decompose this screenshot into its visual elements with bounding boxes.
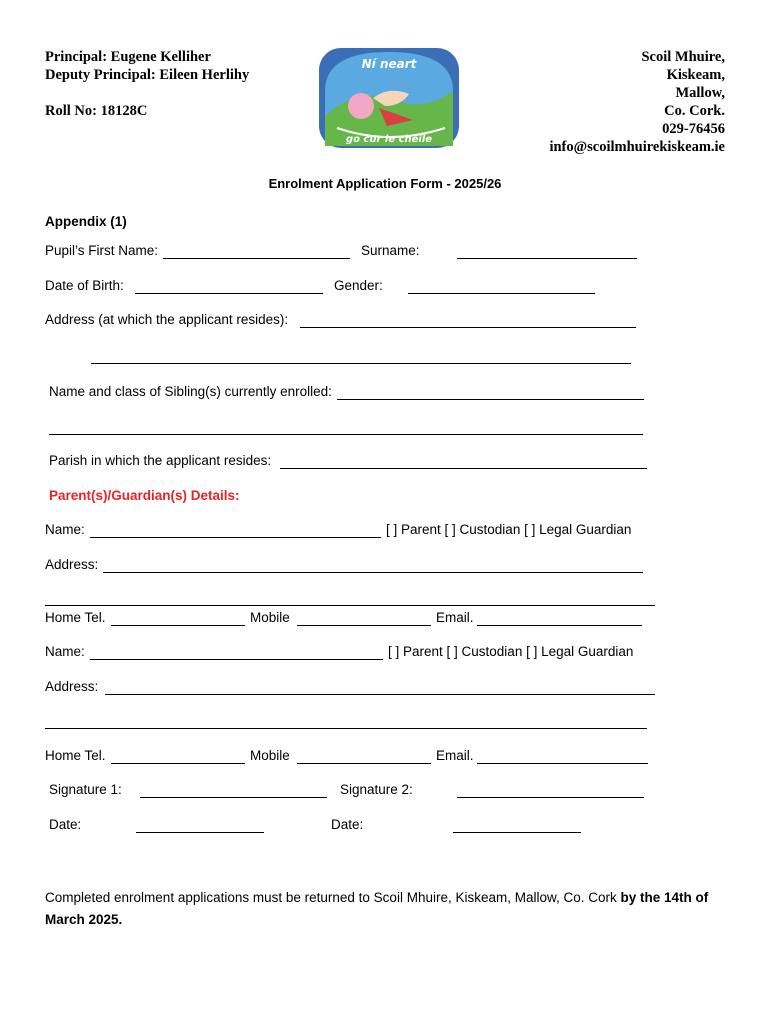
parent2-address-field-1[interactable] (105, 694, 655, 695)
parish-field[interactable] (280, 468, 647, 469)
parent1-address-field-1[interactable] (103, 572, 643, 573)
dob-label: Date of Birth: (45, 278, 124, 293)
parent2-name-label: Name: (45, 644, 85, 659)
return-instructions (45, 887, 725, 931)
return-instructions-text: Completed enrolment applications must be returned to Scoil Mhuire, Kiskeam, Mallow, Co. Cork (45, 890, 621, 905)
parish-label: Parish in which the applicant resides: (49, 453, 272, 468)
parent1-email-label: Email. (436, 610, 474, 625)
return-deadline: by the 14th of March 2025. (45, 890, 709, 927)
parent1-address-label: Address: (45, 557, 99, 572)
siblings-field-line-1[interactable] (337, 399, 644, 400)
parent2-email-label: Email. (436, 748, 474, 763)
parent1-name-field[interactable] (90, 537, 381, 538)
parent2-mobile-field[interactable] (297, 763, 431, 764)
parent1-role-options[interactable]: [ ] Parent [ ] Custodian [ ] Legal Guardian (386, 522, 632, 537)
address-line: Mallow, (675, 85, 725, 101)
surname-label: Surname: (361, 243, 420, 258)
surname-field[interactable] (457, 258, 637, 259)
address-line: Co. Cork. (664, 103, 725, 119)
signature1-label: Signature 1: (49, 782, 122, 797)
address-field-line-2[interactable] (91, 363, 631, 364)
address-field-line-1[interactable] (300, 327, 636, 328)
phone-number: 029-76456 (662, 121, 725, 137)
siblings-field-line-2[interactable] (49, 434, 643, 435)
siblings-label: Name and class of Sibling(s) currently enrolled: (49, 384, 332, 399)
principal-name: Principal: Eugene Kelliher (45, 49, 211, 65)
date2-field[interactable] (453, 832, 581, 833)
date1-field[interactable] (136, 832, 264, 833)
first-name-field[interactable] (163, 258, 350, 259)
roll-number: Roll No: 18128C (45, 103, 148, 119)
parent2-address-field-2[interactable] (45, 728, 647, 729)
signature1-field[interactable] (140, 797, 327, 798)
parent2-address-label: Address: (45, 679, 99, 694)
parent1-address-field-2[interactable] (45, 605, 655, 606)
date1-label: Date: (49, 817, 82, 832)
email-address: info@scoilmhuirekiskeam.ie (549, 139, 725, 155)
parent2-name-field[interactable] (90, 659, 383, 660)
school-staff-block (45, 48, 249, 120)
appendix-label: Appendix (1) (45, 214, 127, 229)
parent1-home-tel-field[interactable] (111, 625, 245, 626)
dob-field[interactable] (135, 293, 323, 294)
parent1-mobile-field[interactable] (297, 625, 431, 626)
address-line: Scoil Mhuire, (641, 49, 725, 65)
parent2-mobile-label: Mobile (250, 748, 290, 763)
parent1-mobile-label: Mobile (250, 610, 290, 625)
form-title: Enrolment Application Form - 2025/26 (268, 176, 502, 191)
logo-motto-bottom: go cur le chéile (345, 134, 433, 145)
parent2-home-tel-label: Home Tel. (45, 748, 106, 763)
first-name-label: Pupil’s First Name: (45, 243, 159, 258)
gender-field[interactable] (408, 293, 595, 294)
gender-label: Gender: (334, 278, 383, 293)
parents-heading: Parent(s)/Guardian(s) Details: (49, 488, 240, 503)
address-label: Address (at which the applicant resides): (45, 312, 289, 327)
parent1-name-label: Name: (45, 522, 85, 537)
parent2-email-field[interactable] (477, 763, 648, 764)
logo-motto-top: Ní neart (361, 57, 417, 71)
parent2-home-tel-field[interactable] (111, 763, 245, 764)
date2-label: Date: (331, 817, 364, 832)
parent1-home-tel-label: Home Tel. (45, 610, 106, 625)
school-address-block (549, 48, 725, 156)
deputy-principal-name: Deputy Principal: Eileen Herlihy (45, 67, 250, 83)
address-line: Kiskeam, (666, 67, 725, 83)
signature2-field[interactable] (457, 797, 644, 798)
signature2-label: Signature 2: (340, 782, 413, 797)
school-logo (317, 46, 461, 150)
parent2-role-options[interactable]: [ ] Parent [ ] Custodian [ ] Legal Guardian (388, 644, 634, 659)
parent1-email-field[interactable] (477, 625, 642, 626)
